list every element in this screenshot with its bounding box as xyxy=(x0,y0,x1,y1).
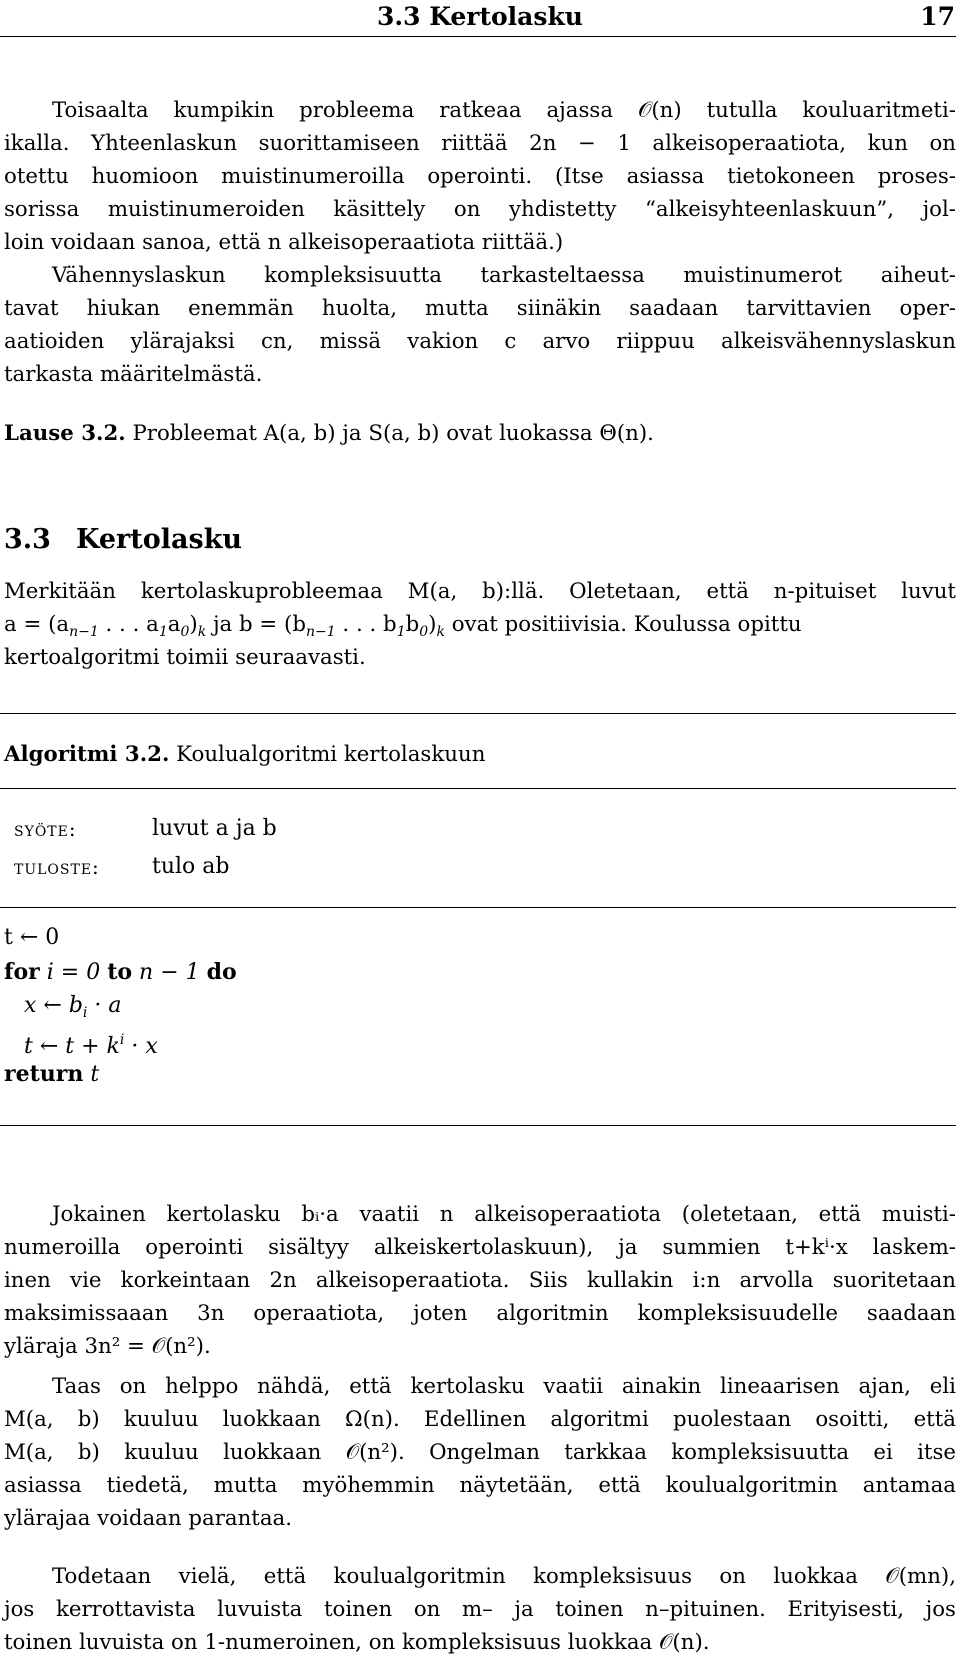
algorithm-title: Koulualgoritmi kertolaskuun xyxy=(176,742,486,767)
text-line: M(a, b) kuuluu luokkaan Ω(n). Edellinen algoritmi puolestaan osoitti, että xyxy=(4,1407,956,1432)
input-label: syöte: xyxy=(14,817,77,841)
page-number: 17 xyxy=(920,2,955,31)
text-line: numeroilla operointi sisältyy alkeiskertolaskuun), ja summien t+kⁱ·x laskem- xyxy=(4,1235,956,1260)
text-line: tavat hiukan enemmän huolta, mutta siinäkin saadaan tarvittavien oper- xyxy=(4,296,956,321)
section-number: 3.3 xyxy=(4,524,51,555)
alg-line-1: t ← 0 xyxy=(4,925,60,950)
algorithm-bottom-rule xyxy=(0,1125,956,1126)
theorem-label: Lause 3.2. xyxy=(4,421,126,446)
theorem xyxy=(4,417,956,450)
algorithm-label: Algoritmi 3.2. xyxy=(4,742,170,767)
text-line: tarkasta määritelmästä. xyxy=(4,362,263,387)
algorithm-caption-rule xyxy=(0,788,956,789)
text-line: yläraja 3n² = 𝒪(n²). xyxy=(4,1334,211,1359)
text-line: inen vie korkeintaan 2n alkeisoperaatiota. Siis kullakin i:n arvolla suoritetaan xyxy=(4,1268,956,1293)
text-line: ylärajaa voidaan parantaa. xyxy=(4,1506,293,1531)
text-line: toinen luvuista on 1-numeroinen, on kompleksisuus luokkaa 𝒪(n). xyxy=(4,1630,710,1655)
text-line: loin voidaan sanoa, että n alkeisoperaatiota riittää.) xyxy=(4,230,564,255)
text-line-vectors: $a = (a_{n-1}$ . . . $a_1a_0)_k$ ja $b = (b_{n-1}$ . . . $b_1b_0)_k$ ovat positiivisia. Koulussa opittu xyxy=(4,612,802,640)
header-rule xyxy=(0,36,956,37)
text-line: Todetaan vielä, että koulualgoritmin kompleksisuus on luokkaa 𝒪(mn), xyxy=(52,1564,956,1589)
text-line: Vähennyslaskun kompleksisuutta tarkasteltaessa muistinumerot aiheut- xyxy=(52,263,956,288)
text-line: kertoalgoritmi toimii seuraavasti. xyxy=(4,645,366,670)
text-line: maksimissaaan 3n operaatiota, joten algoritmin kompleksisuudelle saadaan xyxy=(4,1301,956,1326)
running-header xyxy=(0,0,960,34)
text-line: jos kerrottavista luvuista toinen on m– ja toinen n–pituinen. Erityisesti, jos xyxy=(4,1597,956,1622)
running-section-title: 3.3 Kertolasku xyxy=(377,2,583,31)
algorithm-caption xyxy=(4,738,956,771)
output-value: tulo ab xyxy=(152,854,230,879)
text-line: sorissa muistinumeroiden käsittely on yhdistetty “alkeisyhteenlaskuun”, jol- xyxy=(4,197,956,222)
alg-line-3: x ← $b_i \cdot a$ xyxy=(24,993,122,1021)
section-title: Kertolasku xyxy=(76,524,243,555)
text-line: Jokainen kertolasku bᵢ·a vaatii n alkeisoperaatiota (oletetaan, että muisti- xyxy=(52,1202,956,1227)
output-label: tuloste: xyxy=(14,855,100,879)
algorithm-top-rule xyxy=(0,713,956,714)
text-line: otettu huomioon muistinumeroilla operointi. (Itse asiassa tietokoneen proses- xyxy=(4,164,956,189)
alg-line-2: for i = 0 to n − 1 do xyxy=(4,959,237,985)
text-line: Merkitään kertolaskuprobleemaa M(a, b):llä. Oletetaan, että n-pituiset luvut xyxy=(4,579,956,604)
text-line: asiassa tiedetä, mutta myöhemmin näytetään, että koulualgoritmin antamaa xyxy=(4,1473,956,1498)
alg-line-5: return t xyxy=(4,1061,100,1087)
text-line: Taas on helppo nähdä, että kertolasku vaatii ainakin lineaarisen ajan, eli xyxy=(52,1374,956,1399)
text-line: M(a, b) kuuluu luokkaan 𝒪(n²). Ongelman tarkkaa kompleksisuutta ei itse xyxy=(4,1440,956,1465)
input-value: luvut a ja b xyxy=(152,816,277,841)
text-line: Toisaalta kumpikin probleema ratkeaa ajassa 𝒪(n) tutulla kouluaritmeti- xyxy=(52,98,956,123)
text-line: ikalla. Yhteenlaskun suorittamiseen riittää 2n − 1 alkeisoperaatiota, kun on xyxy=(4,131,956,156)
text-line: aatioiden ylärajaksi cn, missä vakion c arvo riippuu alkeisvähennyslaskun xyxy=(4,329,956,354)
alg-line-4: t ← $t + k^i \cdot x$ xyxy=(24,1032,158,1059)
theorem-text: Probleemat A(a, b) ja S(a, b) ovat luokassa Θ(n). xyxy=(132,421,654,446)
algorithm-io-rule xyxy=(0,907,956,908)
